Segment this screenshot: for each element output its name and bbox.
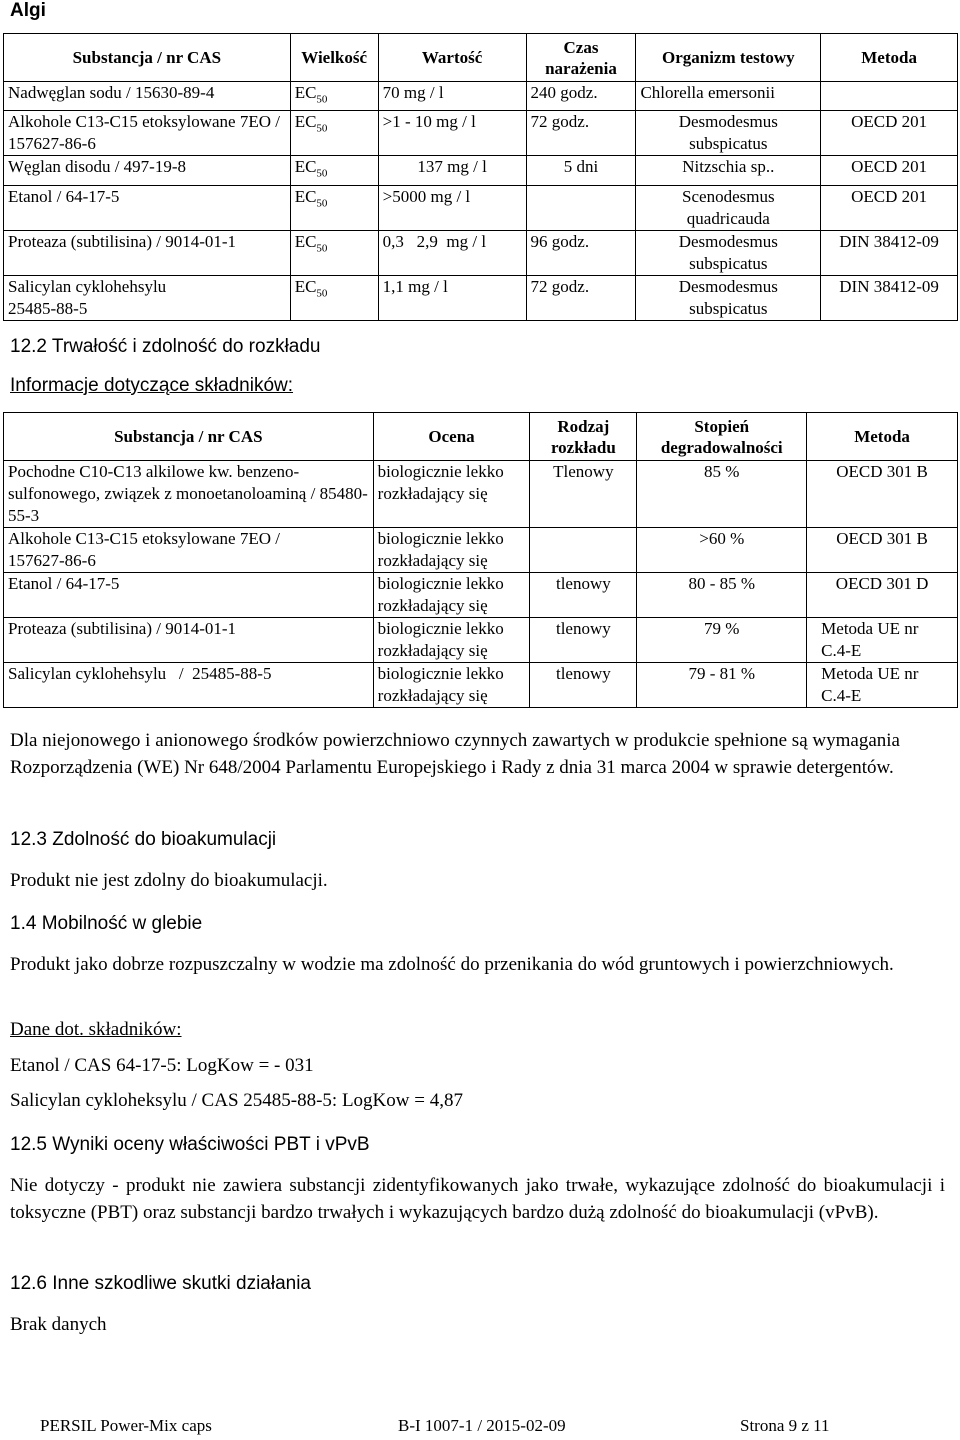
col-header-method: Metoda	[807, 413, 958, 461]
section-subtitle-12-4: Dane dot. składników:	[10, 1019, 182, 1040]
cell-time: 240 godz.	[526, 82, 636, 111]
section-text-12-6: Brak danych	[10, 1314, 107, 1335]
cell-value: 70 mg / l	[378, 82, 526, 111]
cell-method: OECD 201	[821, 185, 958, 230]
table-row	[4, 111, 958, 156]
table-row	[4, 461, 958, 528]
cell-organism: Scenodesmus quadricauda	[636, 185, 821, 230]
footer-product: PERSIL Power-Mix caps	[40, 1416, 212, 1435]
table-row	[4, 528, 958, 573]
col-header-time: Czas narażenia	[526, 34, 636, 82]
cell-method	[821, 82, 958, 111]
col-header-degree: Stopień degradowalności	[637, 413, 807, 461]
section-subtitle-components: Informacje dotyczące składników:	[10, 375, 294, 396]
col-header-organism: Organizm testowy	[636, 34, 821, 82]
cell-method: Metoda UE nr C.4-E	[807, 663, 958, 708]
cell-value: >1 - 10 mg / l	[378, 111, 526, 156]
col-header-type: Rodzaj rozkładu	[530, 413, 637, 461]
section-title-12-6: 12.6 Inne szkodliwe skutki działania	[10, 1273, 312, 1294]
table-row	[4, 82, 958, 111]
section-text-12-5: Nie dotyczy - produkt nie zawiera substancji zidentyfikowanych jako trwałe, wykazujące zdolność do bioakumulacji i toksyczne (PBT) oraz substancji bardzo trwałych i wykazujących bardzo dużą zdolność do bioakumulacji (vPvB).	[10, 1175, 945, 1223]
cell-param: $EC_{50}$	[290, 156, 378, 185]
table-row	[4, 573, 958, 618]
table-row	[4, 618, 958, 663]
cell-organism: Nitzschia sp..	[636, 156, 821, 185]
table-row	[4, 663, 958, 708]
cell-type: Tlenowy	[530, 461, 637, 528]
cell-organism: Desmodesmus subspicatus	[636, 230, 821, 275]
cell-rating: biologicznie lekko rozkładający się	[373, 573, 530, 618]
section-title-12-2: 12.2 Trwałość i zdolność do rozkładu	[10, 336, 321, 357]
cell-value: >5000 mg / l	[378, 185, 526, 230]
col-header-rating: Ocena	[373, 413, 530, 461]
section-title-12-3: 12.3 Zdolność do bioakumulacji	[10, 829, 277, 850]
logkow-ethanol: Etanol / CAS 64-17-5: LogKow = - 031	[10, 1055, 314, 1076]
section-title-12-4: 1.4 Mobilność w glebie	[10, 913, 203, 934]
col-header-substance: Substancja / nr CAS	[4, 34, 291, 82]
cell-param: $EC_{50}$	[290, 185, 378, 230]
algae-toxicity-table	[3, 33, 958, 321]
cell-substance: Alkohole C13-C15 etoksylowane 7EO / 157627-86-6	[4, 111, 291, 156]
cell-param: $EC_{50}$	[290, 111, 378, 156]
cell-organism: Desmodesmus subspicatus	[636, 275, 821, 320]
cell-method: DIN 38412-09	[821, 230, 958, 275]
section-text-12-3: Produkt nie jest zdolny do bioakumulacji.	[10, 870, 328, 891]
section-heading-algi: Algi	[10, 0, 46, 21]
cell-degree: >60 %	[637, 528, 807, 573]
cell-method: DIN 38412-09	[821, 275, 958, 320]
cell-time	[526, 185, 636, 230]
cell-degree: 79 %	[637, 618, 807, 663]
table-row	[4, 156, 958, 185]
cell-type: tlenowy	[530, 663, 637, 708]
cell-organism: Chlorella emersonii	[636, 82, 821, 111]
cell-substance: Salicylan cyklohehsylu 25485-88-5	[4, 275, 291, 320]
cell-degree: 80 - 85 %	[637, 573, 807, 618]
cell-param: $EC_{50}$	[290, 82, 378, 111]
col-header-substance: Substancja / nr CAS	[4, 413, 374, 461]
cell-method: OECD 201	[821, 156, 958, 185]
cell-rating: biologicznie lekko rozkładający się	[373, 663, 530, 708]
cell-degree: 85 %	[637, 461, 807, 528]
cell-value: 0,3 2,9 mg / l	[378, 230, 526, 275]
cell-type: tlenowy	[530, 573, 637, 618]
cell-rating: biologicznie lekko rozkładający się	[373, 618, 530, 663]
cell-value: 1,1 mg / l	[378, 275, 526, 320]
cell-degree: 79 - 81 %	[637, 663, 807, 708]
cell-time: 72 godz.	[526, 275, 636, 320]
section-title-12-5: 12.5 Wyniki oceny właściwości PBT i vPvB	[10, 1134, 370, 1155]
cell-method: OECD 201	[821, 111, 958, 156]
footer-doc: B-I 1007-1 / 2015-02-09	[398, 1416, 566, 1435]
cell-substance: Proteaza (subtilisina) / 9014-01-1	[4, 230, 291, 275]
table-row	[4, 185, 958, 230]
cell-substance: Salicylan cyklohehsylu / 25485-88-5	[4, 663, 374, 708]
cell-type	[530, 528, 637, 573]
cell-rating: biologicznie lekko rozkładający się	[373, 528, 530, 573]
footer-page: Strona 9 z 11	[740, 1416, 830, 1435]
cell-method: OECD 301 B	[807, 461, 958, 528]
cell-substance: Etanol / 64-17-5	[4, 185, 291, 230]
cell-time: 5 dni	[526, 156, 636, 185]
col-header-method: Metoda	[821, 34, 958, 82]
cell-param: $EC_{50}$	[290, 230, 378, 275]
table-row	[4, 275, 958, 320]
detergent-regulation-note: Dla niejonowego i anionowego środków powierzchniowo czynnych zawartych w produkcie spełnione są wymagania Rozporządzenia (WE) Nr 648/2004 Parlamentu Europejskiego i Rady z dnia 31 marca 2004 w sprawie detergentów.	[10, 730, 900, 778]
cell-param: $EC_{50}$	[290, 275, 378, 320]
cell-organism: Desmodesmus subspicatus	[636, 111, 821, 156]
cell-value: 137 mg / l	[378, 156, 526, 185]
logkow-salicylate: Salicylan cykloheksylu / CAS 25485-88-5: LogKow = 4,87	[10, 1090, 463, 1111]
cell-substance: Proteaza (subtilisina) / 9014-01-1	[4, 618, 374, 663]
table-row	[4, 230, 958, 275]
cell-time: 72 godz.	[526, 111, 636, 156]
cell-rating: biologicznie lekko rozkładający się	[373, 461, 530, 528]
cell-method: OECD 301 D	[807, 573, 958, 618]
cell-type: tlenowy	[530, 618, 637, 663]
section-text-12-4: Produkt jako dobrze rozpuszczalny w wodzie ma zdolność do przenikania do wód gruntowych i powierzchniowych.	[10, 954, 894, 975]
col-header-value: Wartość	[378, 34, 526, 82]
cell-substance: Etanol / 64-17-5	[4, 573, 374, 618]
cell-substance: Nadwęglan sodu / 15630-89-4	[4, 82, 291, 111]
cell-time: 96 godz.	[526, 230, 636, 275]
degradability-table	[3, 412, 958, 708]
cell-method: Metoda UE nr C.4-E	[807, 618, 958, 663]
cell-substance: Węglan disodu / 497-19-8	[4, 156, 291, 185]
cell-method: OECD 301 B	[807, 528, 958, 573]
col-header-param: Wielkość	[290, 34, 378, 82]
cell-substance: Alkohole C13-C15 etoksylowane 7EO / 157627-86-6	[4, 528, 374, 573]
cell-substance: Pochodne C10-C13 alkilowe kw. benzeno-sulfonowego, związek z monoetanoloaminą / 85480-55-3	[4, 461, 374, 528]
